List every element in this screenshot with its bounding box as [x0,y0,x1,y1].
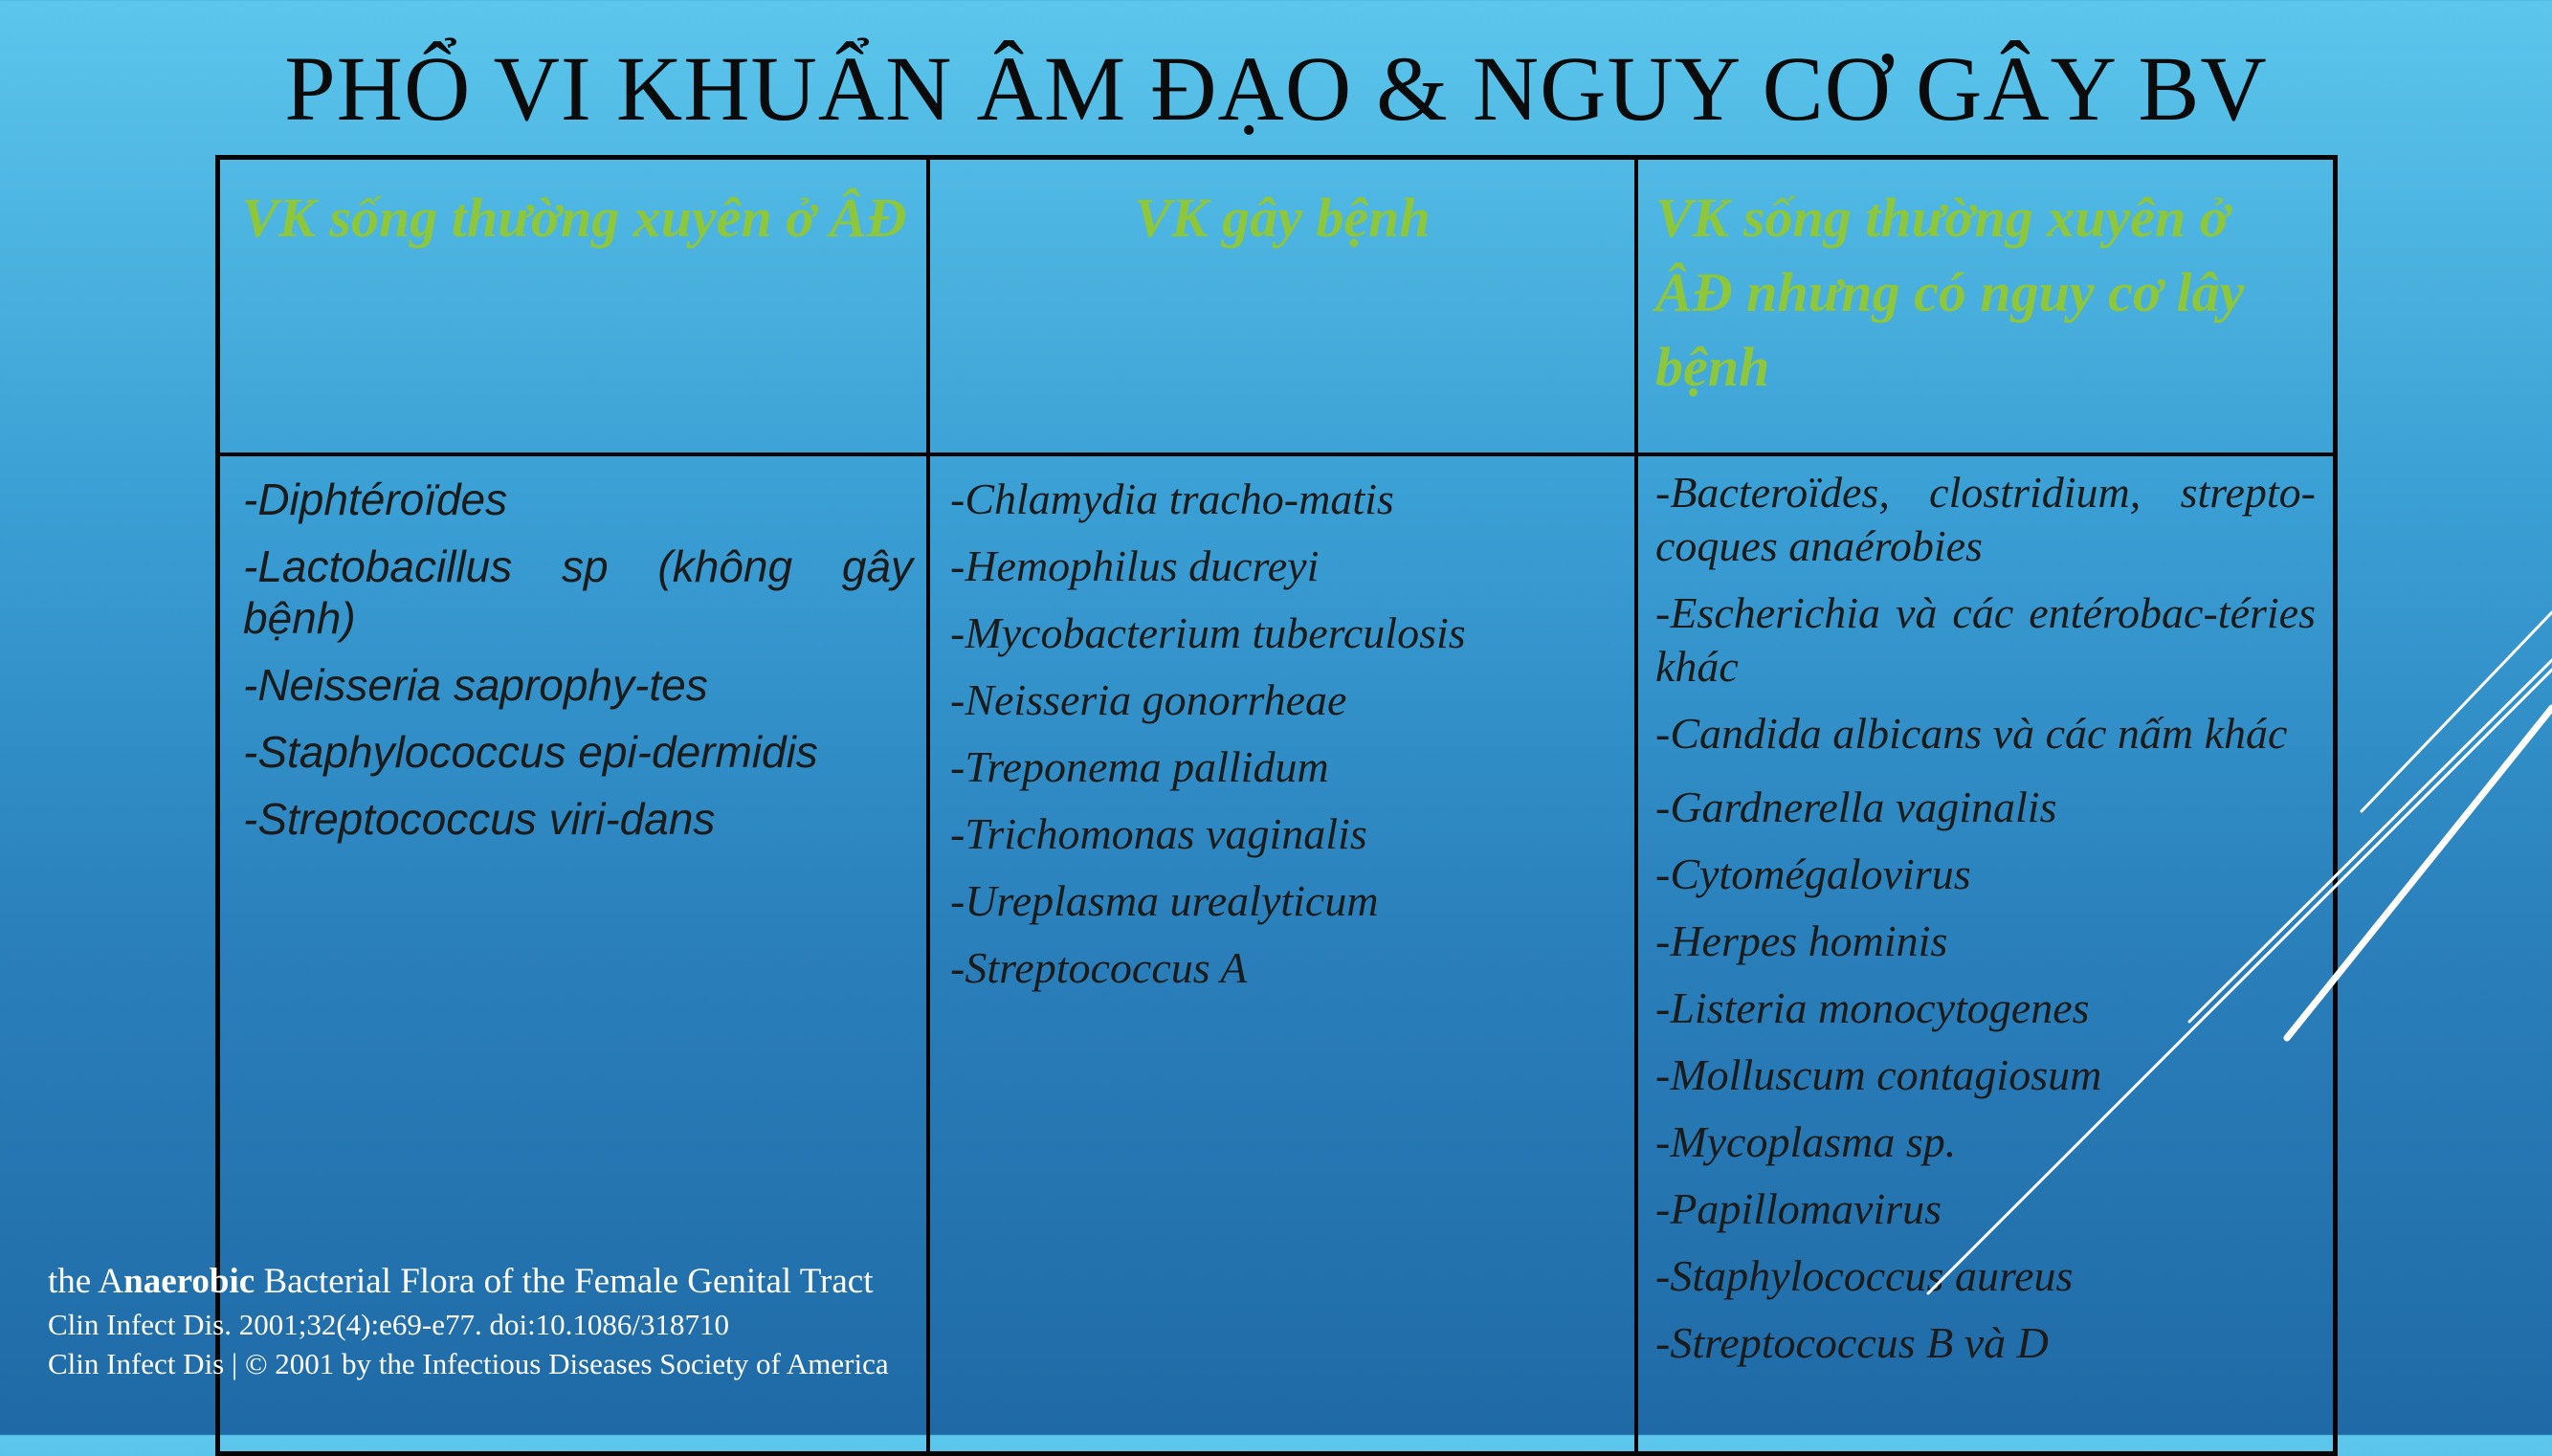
column-divider [1634,160,1638,1451]
col-commensal-list [243,466,913,852]
list-item: -Hemophilus ducreyi [950,541,1320,590]
list-item: -Escherichia và các entérobac-téries khác [1655,588,2316,691]
list-item: -Lactobacillus sp (không gây bệnh) [243,541,913,643]
header-commensal: VK sống thường xuyên ở ÂĐ [241,187,907,249]
list-item: -Staphylococcus epi-dermidis [243,727,818,777]
reference-block [48,1259,889,1383]
list-item: -Streptococcus viri-dans [243,794,716,844]
deco-line [2362,612,2552,811]
list-item: -Herpes hominis [1655,916,1948,965]
list-item: -Papillomavirus [1655,1184,1942,1233]
list-item: -Listeria monocytogenes [1655,983,2090,1032]
list-item: -Streptococcus A [950,943,1248,992]
reference-title: the Anaerobic Bacterial Flora of the Female Genital Tract [48,1262,874,1301]
col-pathogenic-list [950,466,1620,1002]
slide-title: PHỔ VI KHUẨN ÂM ĐẠO & NGUY CƠ GÂY BV [284,37,2268,140]
list-item: -Chlamydia tracho-matis [950,474,1394,523]
list-item: -Ureplasma urealyticum [950,876,1379,925]
column-divider [926,160,930,1451]
list-item: -Gardnerella vaginalis [1655,783,2057,831]
header-risk: VK sống thường xuyên ở ÂĐ nhưng có nguy cơ lây bệnh [1655,187,2245,398]
list-item: -Mycoplasma sp. [1655,1117,1957,1166]
list-item: -Neisseria gonorrheae [950,675,1347,724]
list-item: -Streptococcus B và D [1655,1318,2049,1367]
list-item: -Candida albicans và các nấm khác [1655,709,2288,758]
header-pathogenic: VK gây bệnh [1134,187,1431,249]
list-item: -Molluscum contagiosum [1655,1050,2102,1099]
list-item: -Mycobacterium tuberculosis [950,608,1466,657]
col-risk-list [1655,466,2316,1377]
list-item: -Treponema pallidum [950,742,1329,791]
list-item: -Cytomégalovirus [1655,849,1971,898]
header-divider [220,452,2333,456]
list-item: -Bacteroïdes, clostridium, strepto-coques anaérobies [1655,468,2316,570]
list-item: -Trichomonas vaginalis [950,809,1367,858]
list-item: -Neisseria saprophy-tes [243,660,708,710]
reference-copyright: Clin Infect Dis | © 2001 by the Infectious Diseases Society of America [48,1347,889,1380]
list-item: -Diphtéroïdes [243,474,508,524]
list-item: -Staphylococcus aureus [1655,1251,2074,1300]
reference-citation: Clin Infect Dis. 2001;32(4):e69-e77. doi:10.1086/318710 [48,1308,730,1341]
